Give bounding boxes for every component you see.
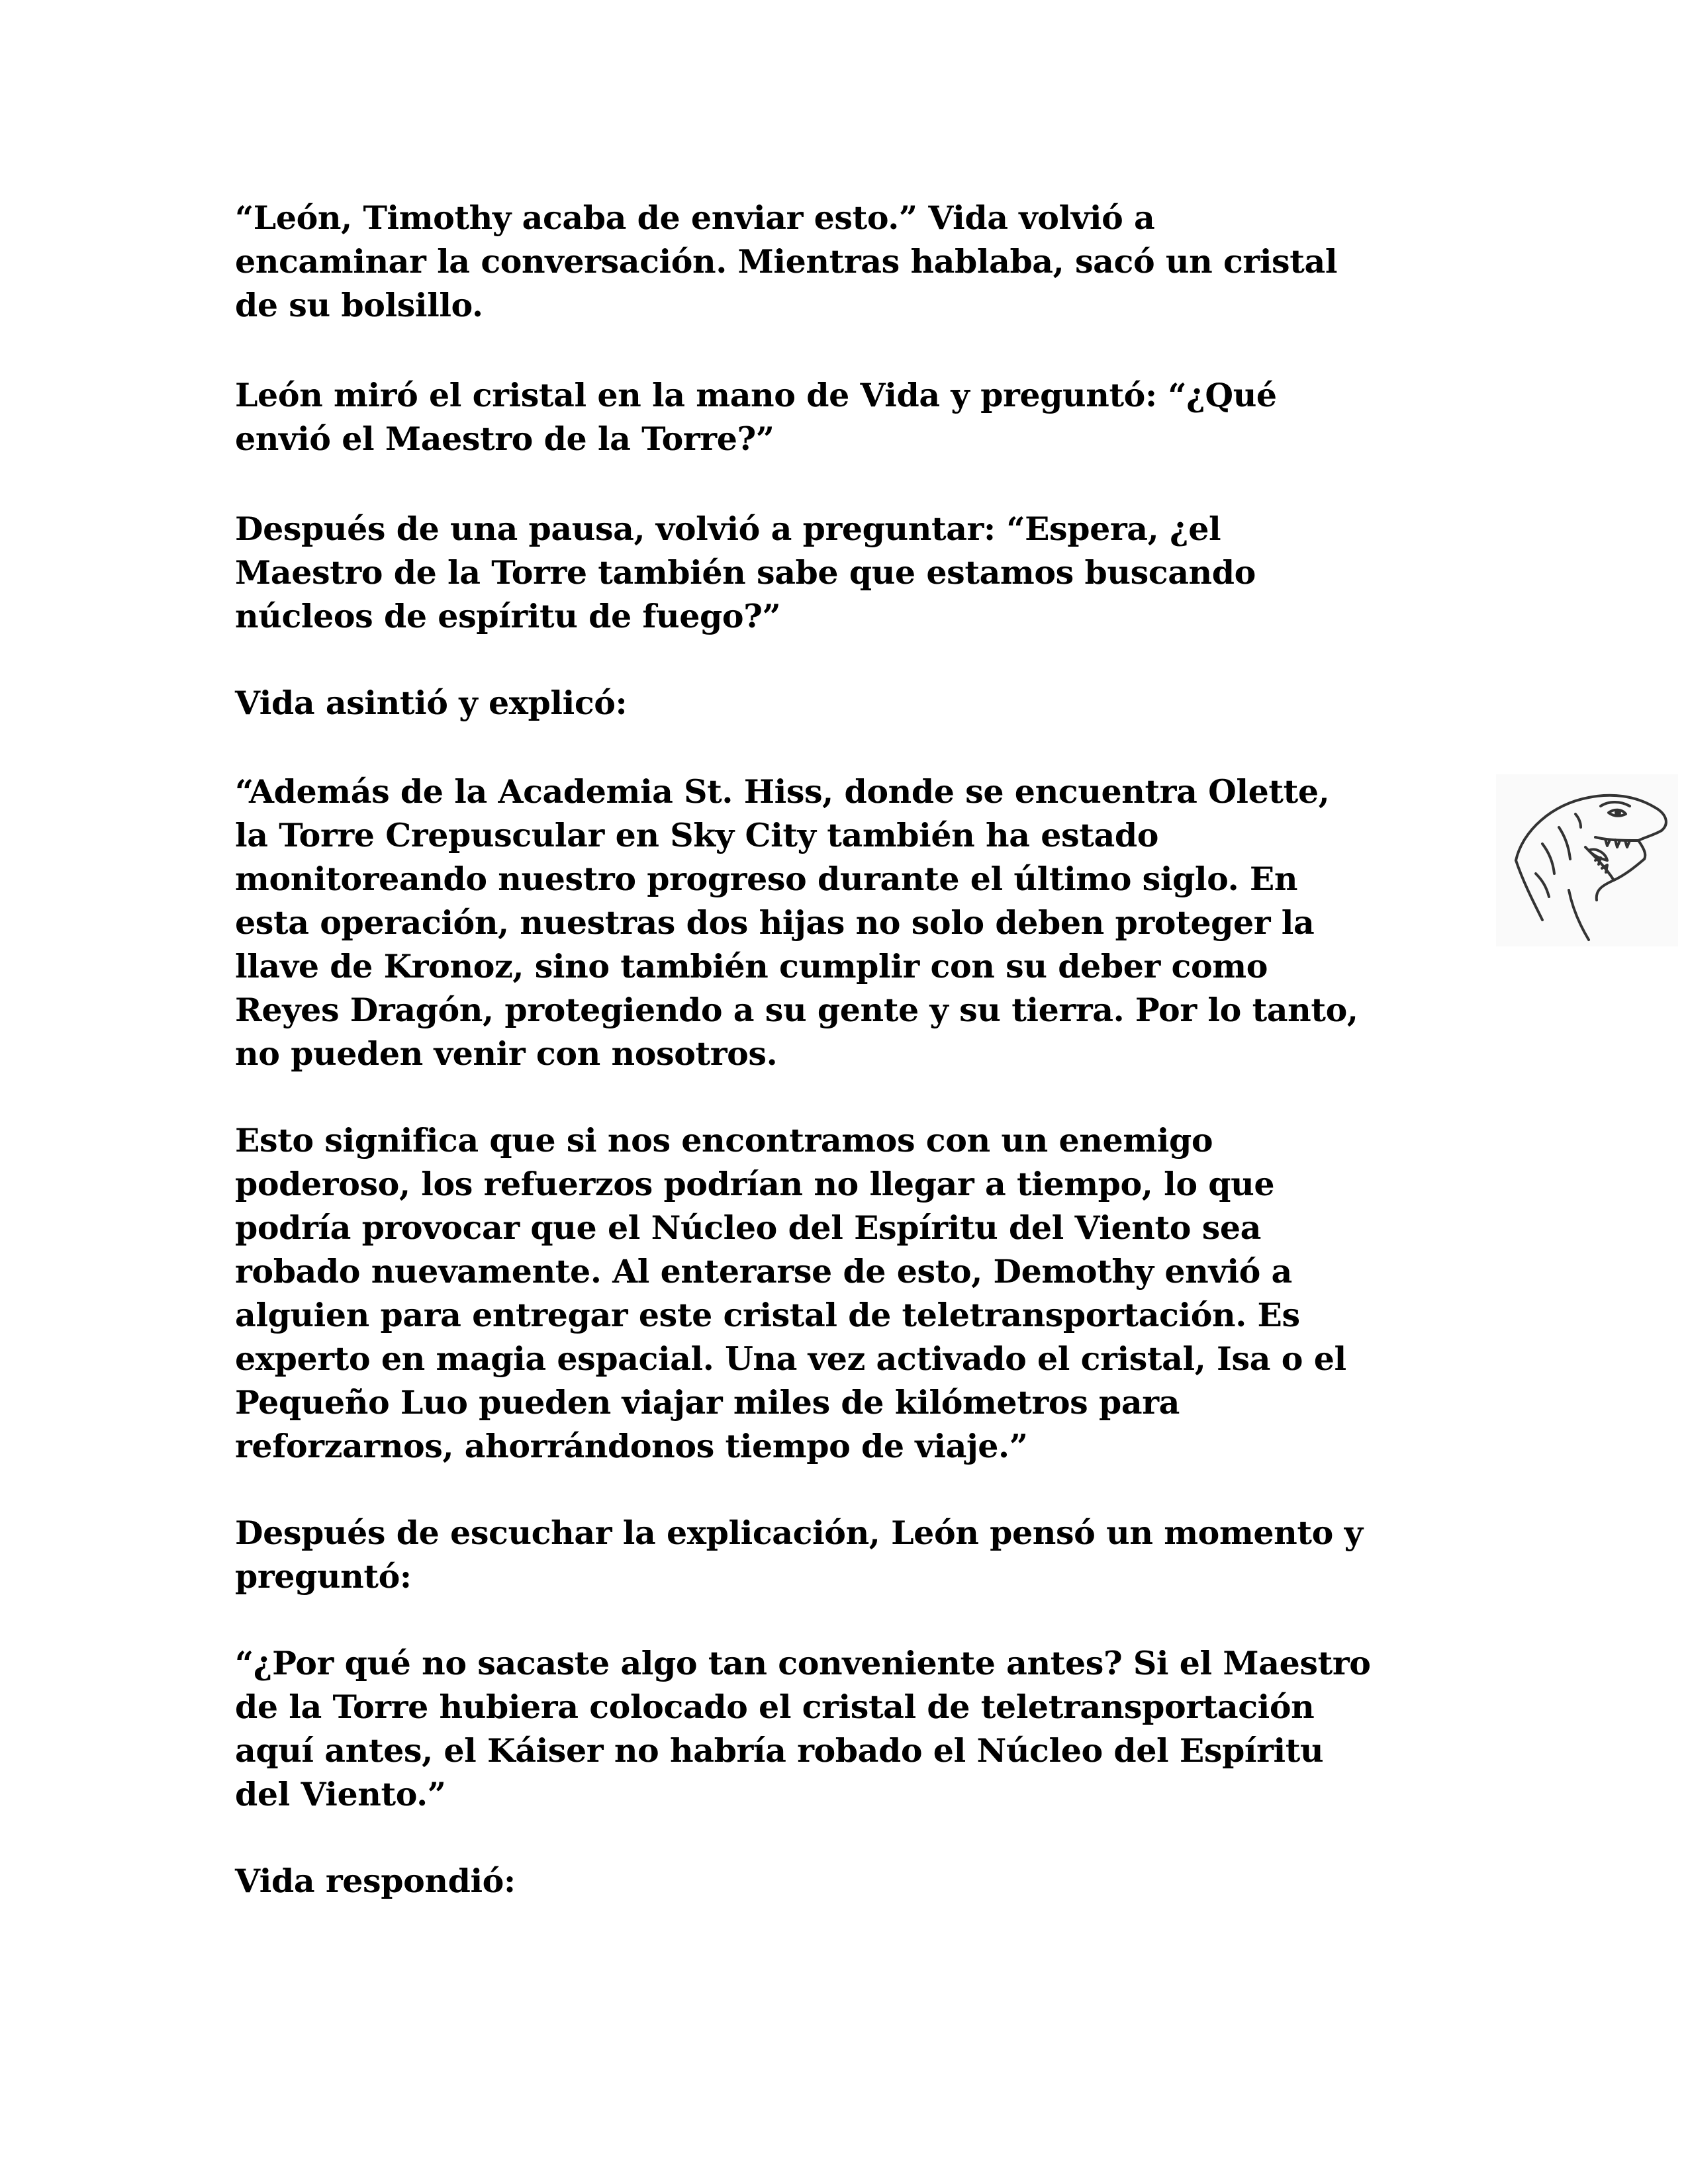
text-body: [235, 196, 1446, 1946]
paragraph-3: Después de una pausa, volvió a preguntar: “Espera, ¿el Maestro de la Torre también sabe que estamos buscando núcleos de espíritu de fuego?”: [235, 510, 1256, 635]
paragraph-7: Después de escuchar la explicación, León pensó un momento y preguntó:: [235, 1514, 1363, 1596]
paragraph-1: “León, Timothy acaba de enviar esto.” Vida volvió a encaminar la conversación. Mientras hablaba, sacó un cristal de su bolsillo.: [235, 199, 1338, 324]
dinosaur-head-sketch-icon: [1496, 774, 1678, 946]
paragraph-4: Vida asintió y explicó:: [235, 684, 628, 722]
paragraph-9: Vida respondió:: [235, 1862, 516, 1900]
paragraph-2: León miró el cristal en la mano de Vida y preguntó: “¿Qué envió el Maestro de la Torre?”: [235, 376, 1277, 458]
paragraph-8: “¿Por qué no sacaste algo tan conveniente antes? Si el Maestro de la Torre hubiera colocado el cristal de teletransportación aquí antes, el Káiser no habría robado el Núcleo del Espíritu del Viento.”: [235, 1644, 1371, 1813]
paragraph-5: “Además de la Academia St. Hiss, donde se encuentra Olette, la Torre Crepuscular en Sky City también ha estado monitoreando nuestro progreso durante el último siglo. En esta operación, nuestras dos hijas no solo deben proteger la llave de Kronoz, sino también cumplir con su deber como Reyes Dragón, protegiendo a su gente y su tierra. Por lo tanto, no pueden venir con nosotros.: [235, 772, 1358, 1073]
paragraph-6: Esto significa que si nos encontramos con un enemigo poderoso, los refuerzos podrían no llegar a tiempo, lo que podría provocar que el Núcleo del Espíritu del Viento sea robado nuevamente. Al enterarse de esto, Demothy envió a alguien para entregar este cristal de teletransportación. Es experto en magia espacial. Una vez activado el cristal, Isa o el Pequeño Luo pueden viajar miles de kilómetros para reforzarnos, ahorrándonos tiempo de viaje.”: [235, 1121, 1346, 1465]
